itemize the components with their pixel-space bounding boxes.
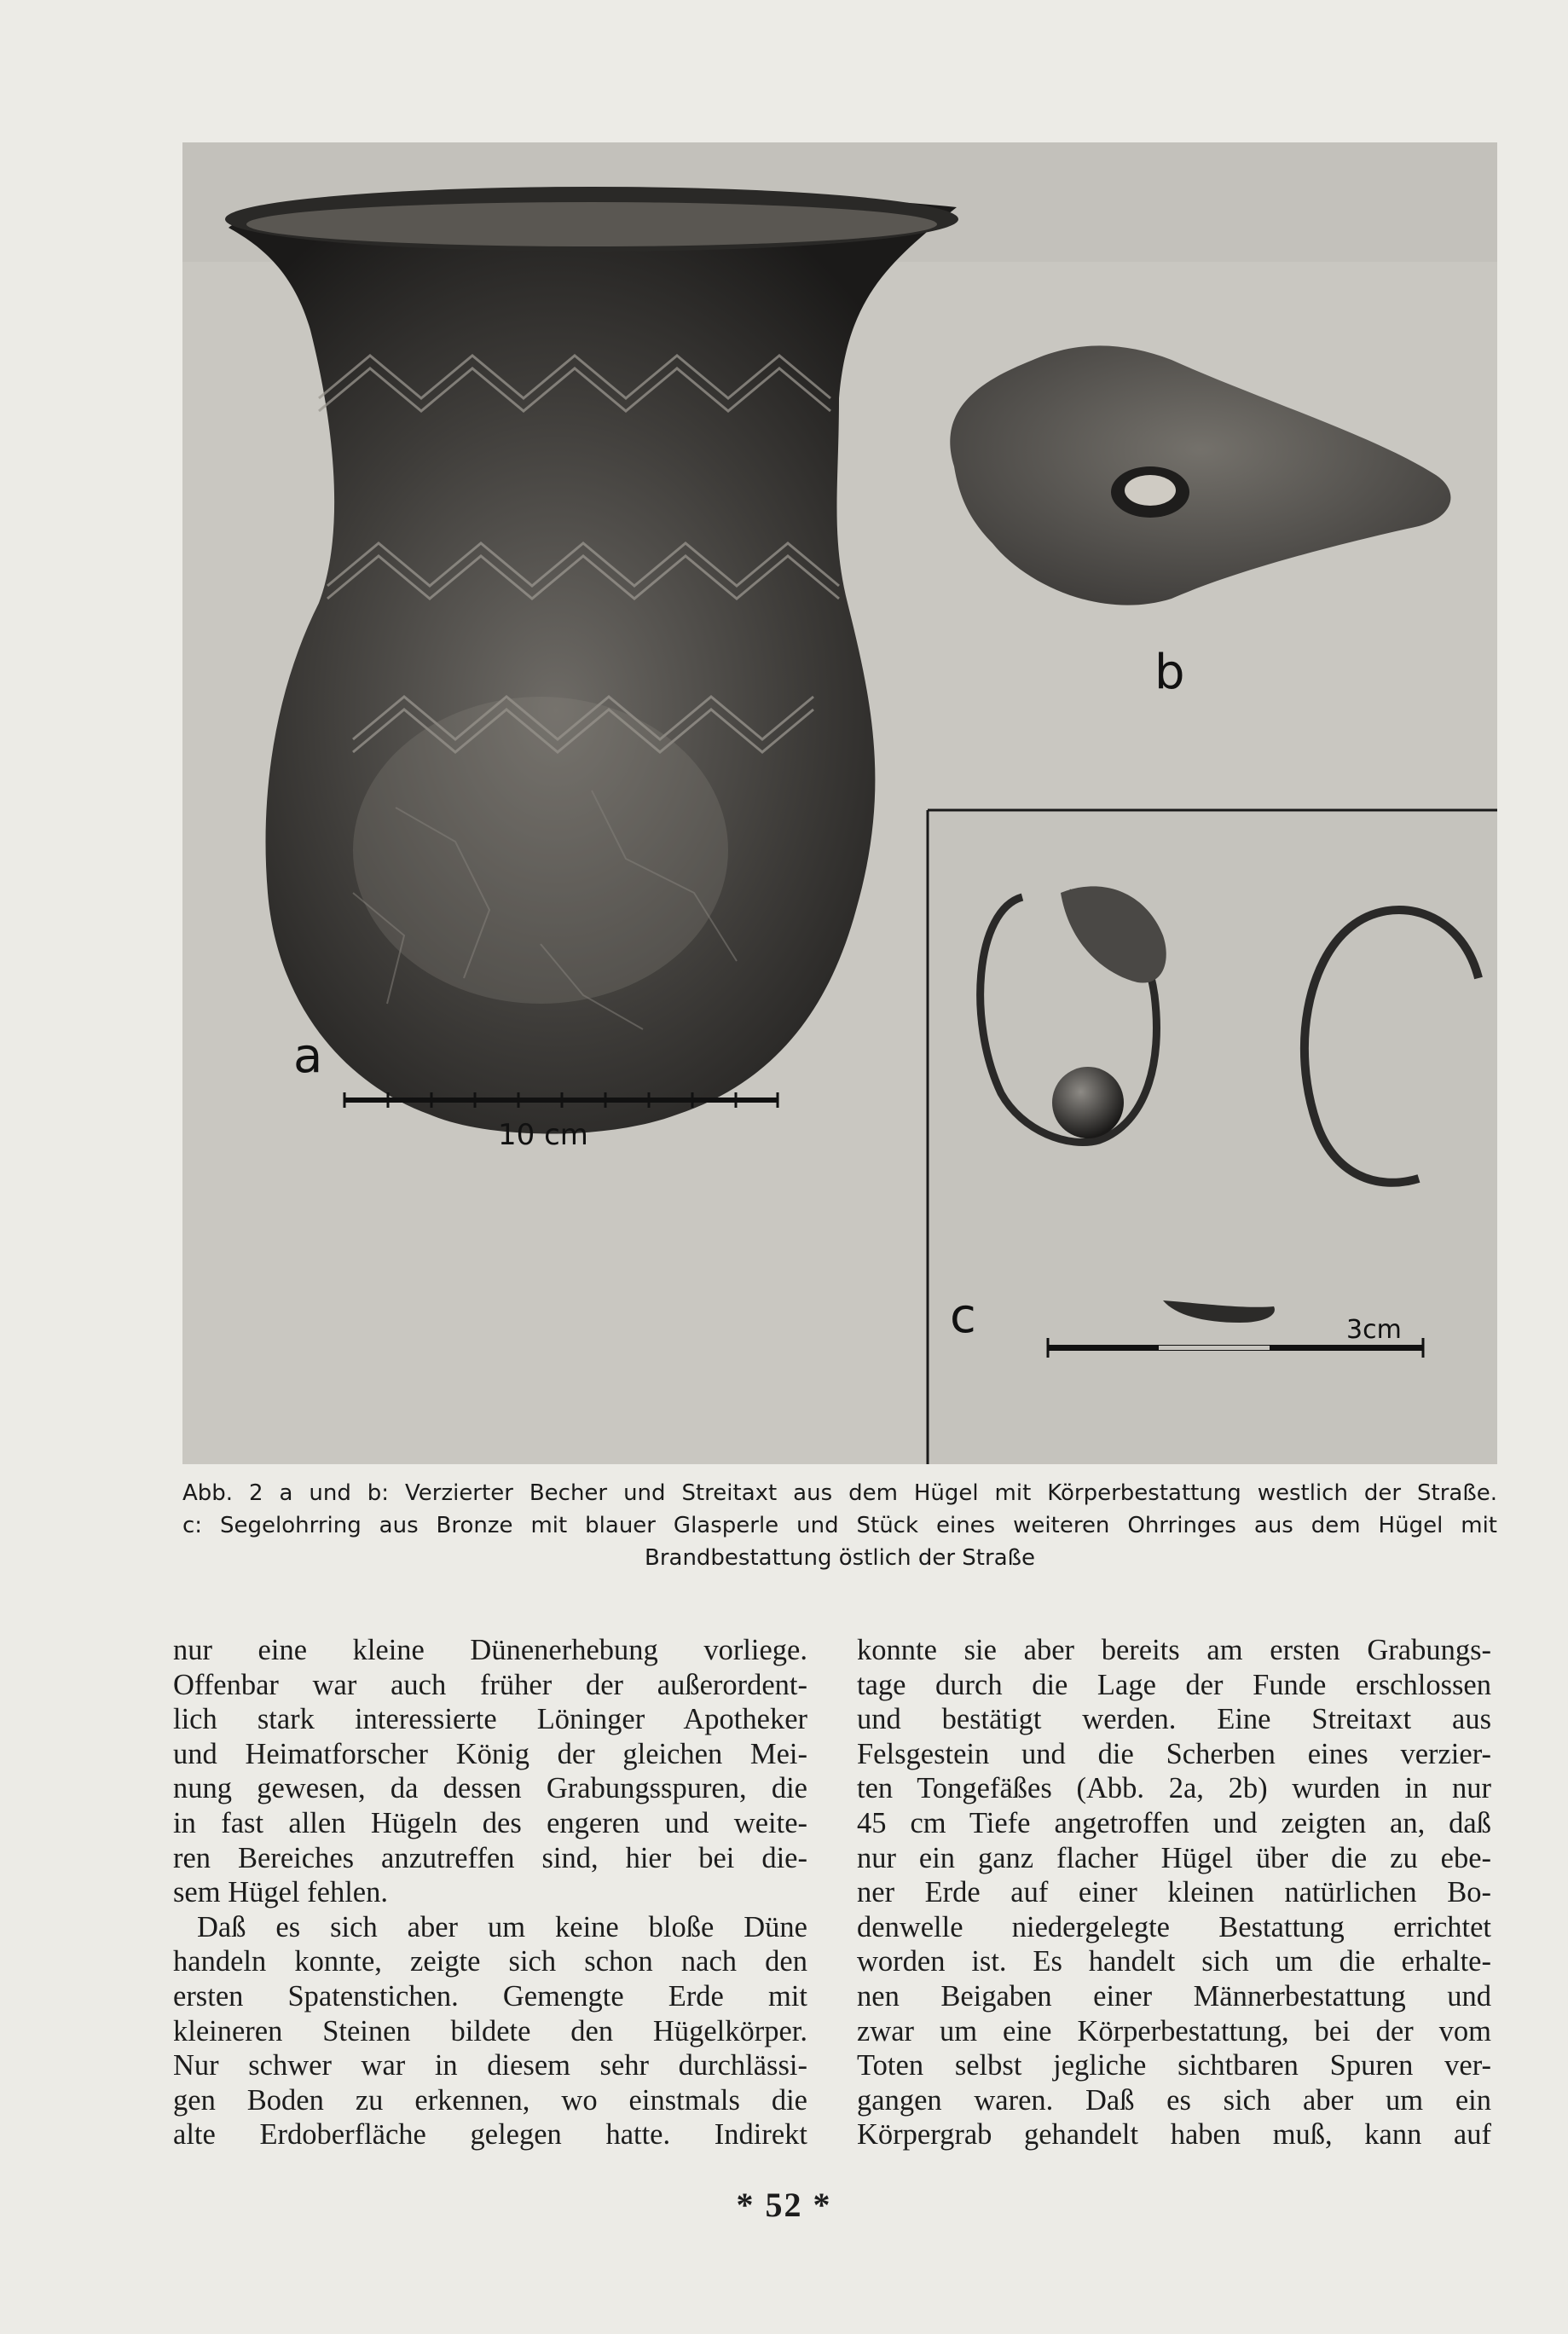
text-line: nen Beigaben einer Männerbestattung und <box>857 1979 1491 2013</box>
text-line: ten Tongefäßes (Abb. 2a, 2b) wurden in nur <box>857 1772 1491 1805</box>
text-line: tage durch die Lage der Funde erschlossen <box>857 1668 1491 1701</box>
scale-label-3cm: 3cm <box>1346 1315 1402 1345</box>
figure-label-b: b <box>1154 645 1185 700</box>
figure-label-a: a <box>293 1028 323 1084</box>
text-column-right <box>857 1633 1491 2152</box>
text-line: Körpergrab gehandelt haben muß, kann auf <box>857 2118 1491 2152</box>
text-line: denwelle niedergelegte Bestattung errichtet <box>857 1910 1491 1943</box>
figure-illustration <box>182 142 1497 1464</box>
text-line: nur ein ganz flacher Hügel über die zu ebe- <box>857 1841 1491 1874</box>
text-line: gen Boden zu erkennen, wo einstmals die <box>173 2083 807 2117</box>
text-line: kleineren Steinen bildete den Hügelkörper. <box>173 2014 807 2047</box>
text-line: Offenbar war auch früher der außerordent- <box>173 1668 807 1701</box>
text-line: Nur schwer war in diesem sehr durchlässi- <box>173 2049 807 2082</box>
text-line: nung gewesen, da dessen Grabungsspuren, die <box>173 1772 807 1805</box>
figure-label-c: c <box>950 1289 976 1344</box>
text-line: konnte sie aber bereits am ersten Grabungs- <box>857 1634 1491 1666</box>
text-line: Daß es sich aber um keine bloße Düne <box>197 1910 807 1943</box>
figure-photo-plate <box>182 142 1497 1464</box>
text-line: Toten selbst jegliche sichtbaren Spuren ver- <box>857 2049 1491 2082</box>
figure-caption <box>182 1477 1497 1574</box>
caption-line: Brandbestattung östlich der Straße <box>644 1545 1035 1571</box>
text-line: worden ist. Es handelt sich um die erhalte- <box>857 1945 1491 1978</box>
text-line: und Heimatforscher König der gleichen Mei- <box>173 1737 807 1770</box>
text-line: zwar um eine Körperbestattung, bei der vom <box>857 2014 1491 2047</box>
text-line: handeln konnte, zeigte sich schon nach den <box>173 1945 807 1978</box>
text-line: ren Bereiches anzutreffen sind, hier bei die- <box>173 1841 807 1874</box>
page-number: * 52 * <box>736 2186 832 2224</box>
text-line: ersten Spatenstichen. Gemengte Erde mit <box>173 1979 807 2013</box>
text-line: lich stark interessierte Löninger Apotheker <box>173 1703 807 1736</box>
text-line: sem Hügel fehlen. <box>173 1876 388 1909</box>
text-line: nur eine kleine Dünenerhebung vorliege. <box>173 1634 807 1666</box>
caption-line: c: Segelohrring aus Bronze mit blauer Glasperle und Stück eines weiteren Ohrringes aus dem Hügel mit <box>182 1513 1497 1538</box>
text-column-left <box>173 1633 807 2152</box>
scale-label-10cm: 10 cm <box>498 1118 588 1152</box>
text-line: 45 cm Tiefe angetroffen und zeigten an, daß <box>857 1806 1491 1839</box>
caption-line: Abb. 2 a und b: Verzierter Becher und Streitaxt aus dem Hügel mit Körperbestattung westlich der Straße. <box>182 1480 1497 1506</box>
text-line: und bestätigt werden. Eine Streitaxt aus <box>857 1703 1491 1736</box>
text-line: Felsgestein und die Scherben eines verzier- <box>857 1737 1491 1770</box>
text-line: alte Erdoberfläche gelegen hatte. Indirekt <box>173 2118 807 2152</box>
glass-bead <box>1052 1067 1124 1138</box>
text-line: ner Erde auf einer kleinen natürlichen Bo- <box>857 1876 1491 1909</box>
text-line: gangen waren. Daß es sich aber um ein <box>857 2083 1491 2117</box>
text-line: in fast allen Hügeln des engeren und weite- <box>173 1806 807 1839</box>
